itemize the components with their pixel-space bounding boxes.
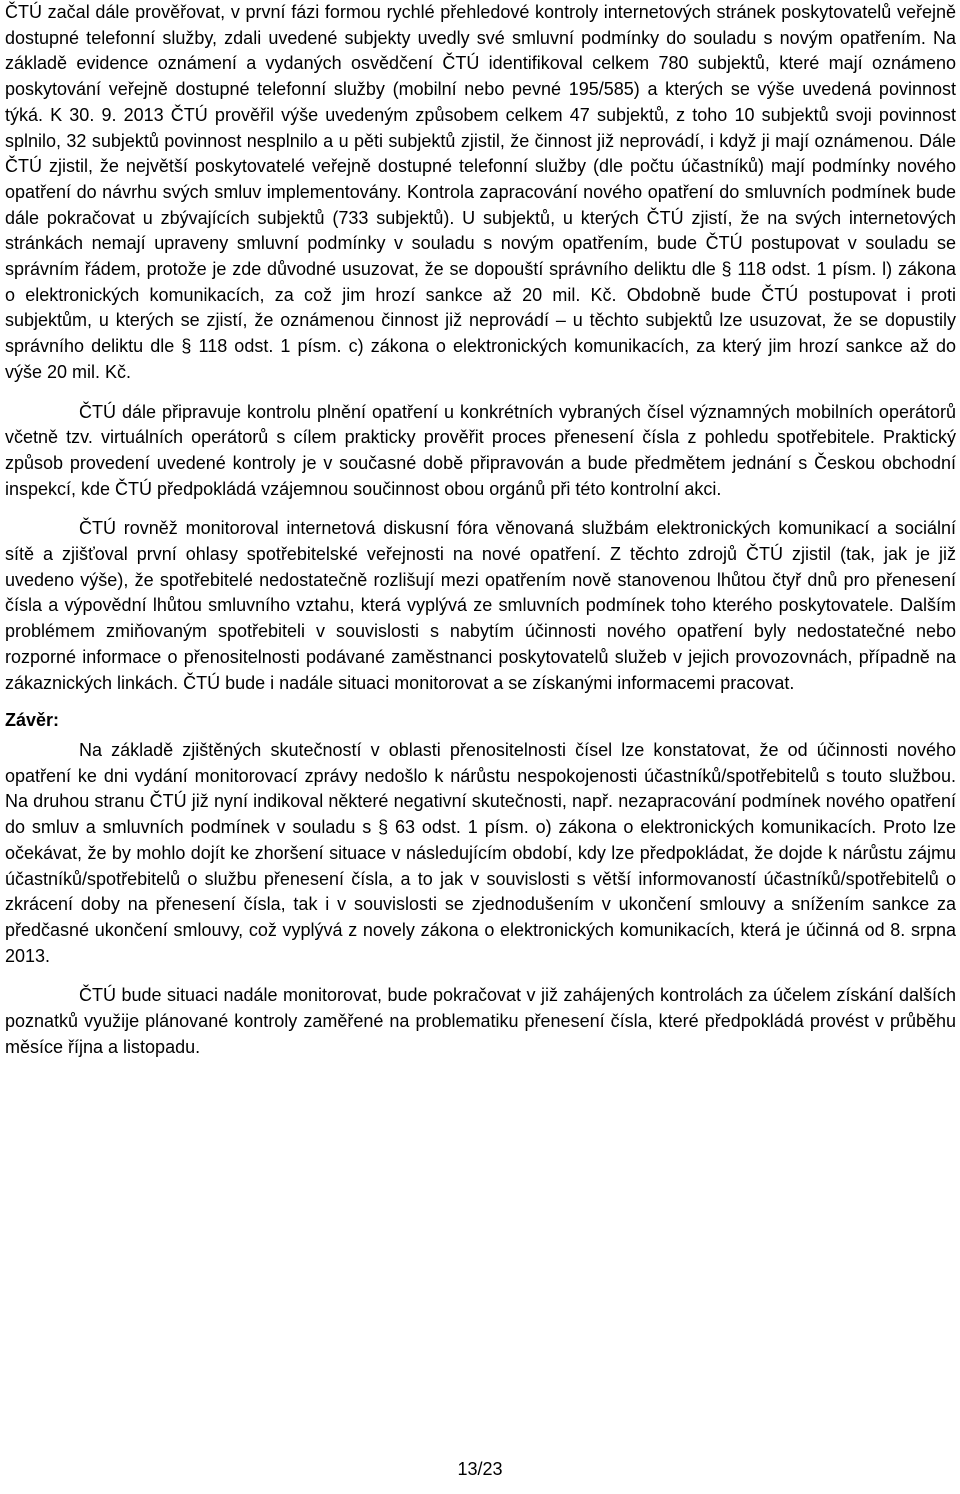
paragraph-verification-of-websites: ČTÚ začal dále prověřovat, v první fázi formou rychlé přehledové kontroly internetových stránek poskytovatelů veřejně dostupné telefonní služby, zdali uvedené subjekty uvedly své smluvní podmínky do souladu s novým opatřením. Na základě evidence oznámení a vydaných osvědčení ČTÚ identifikoval celkem 780 subjektů, které mají oznámeno poskytování veřejně dostupné telefonní služby (mobilní nebo pevné 195/585) a kterých se výše uvedená povinnost týká. K 30. 9. 2013 ČTÚ prověřil výše uvedeným způsobem celkem 47 subjektů, z toho 10 subjektů svoji povinnost splnilo, 32 subjektů povinnost nesplnilo a u pěti subjektů zjistil, že činnost již neprovádí, i když ji mají oznámenou. Dále ČTÚ zjistil, že největší poskytovatelé veřejně dostupné telefonní služby (dle počtu účastníků) mají podmínky nového opatření do návrhu svých smluv implementovány. Kontrola zapracování nového opatření do smluvních podmínek bude dále pokračovat u zbývajících subjektů (733 subjektů). U subjektů, u kterých ČTÚ zjistí, že na svých internetových stránkách nemají upraveny smluvní podmínky v souladu s novým opatřením, bude ČTÚ postupovat v souladu se správním řádem, protože je zde důvodné usuzovat, že se dopouští správního deliktu dle § 118 odst. 1 písm. l) zákona o elektronických komunikacích, za což jim hrozí sankce až 20 mil. Kč. Obdobně bude ČTÚ postupovat i proti subjektům, u kterých se zjistí, že oznámenou činnost již neprovádí – u těchto subjektů lze usuzovat, že se dopustily správního deliktu dle § 118 odst. 1 písm. c) zákona o elektronických komunikacích, za který jim hrozí sankce až do výše 20 mil. Kč. [5, 2, 956, 382]
paragraph-spacer [5, 386, 956, 400]
paragraph-spacer [5, 969, 956, 983]
conclusion-heading: Závěr: [5, 710, 60, 731]
paragraph-conclusion-findings: Na základě zjištěných skutečností v oblasti přenositelnosti čísel lze konstatovat, že od účinnosti nového opatření ke dni vydání monitorovací zprávy nedošlo k nárůstu nespokojenosti účastníků/spotřebitelů s touto službou. Na druhou stranu ČTÚ již nyní indikoval některé negativní skutečnosti, např. nezapracování podmínek nového opatření do smluv a smluvních podmínek v souladu s § 63 odst. 1 písm. o) zákona o elektronických komunikacích. Proto lze očekávat, že by mohlo dojít ke zhoršení situace v následujícím období, kdy lze předpokládat, že dojde k nárůstu zájmu účastníků/spotřebitelů o službu přenesení čísla, a to jak v souvislosti s větší informovaností účastníků/spotřebitelů o zkrácení doby na přenesení čísla, tak i v souvislosti se zjednodušením v ukončení smlouvy a snížením sankce za předčasné ukončení smlouvy, což vyplývá z novely zákona o elektronických komunikacích, která je účinná od 8. srpna 2013. [5, 739, 956, 966]
paragraph-spacer [5, 696, 956, 706]
paragraph-conclusion-monitoring: ČTÚ bude situaci nadále monitorovat, bude pokračovat v již zahájených kontrolách za účelem získání dalších poznatků využije plánované kontroly zaměřené na problematiku přenesení čísla, které předpokládá provést v průběhu měsíce října a listopadu. [5, 985, 956, 1057]
page-number: 13/23 [457, 1459, 503, 1479]
document-page [5, 0, 956, 1060]
paragraph-control-preparation: ČTÚ dále připravuje kontrolu plnění opatření u konkrétních vybraných čísel významných mobilních operátorů včetně tzv. virtuálních operátorů s cílem prakticky prověřit proces přenesení čísla z pohledu spotřebitele. Praktický způsob provedení uvedené kontroly je v současné době připravován a bude předmětem jednání s Českou obchodní inspekcí, kde ČTÚ předpokládá vzájemnou součinnost obou orgánů při této kontrolní akci. [5, 401, 956, 499]
paragraph-forum-monitoring: ČTÚ rovněž monitoroval internetová diskusní fóra věnovaná službám elektronických komunikací a sociální sítě a zjišťoval první ohlasy spotřebitelské veřejnosti na nové opatření. Z těchto zdrojů ČTÚ zjistil (tak, jak je již uvedeno výše), že spotřebitelé nedostatečně rozlišují mezi opatřením nově stanovenou lhůtou čtyř dnů pro přenesení čísla a výpovědní lhůtou smluvního vztahu, která vyplývá ze smluvních podmínek toho kterého poskytovatele. Dalším problémem zmiňovaným spotřebiteli v souvislosti s nabytím účinnosti nového opatření byly nedostatečné nebo rozporné informace o přenositelnosti podávané zaměstnanci poskytovatelů služeb v jejich provozovnách, případně na zákaznických linkách. ČTÚ bude i nadále situaci monitorovat a se získanými informacemi pracovat. [5, 518, 956, 693]
paragraph-spacer [5, 502, 956, 516]
